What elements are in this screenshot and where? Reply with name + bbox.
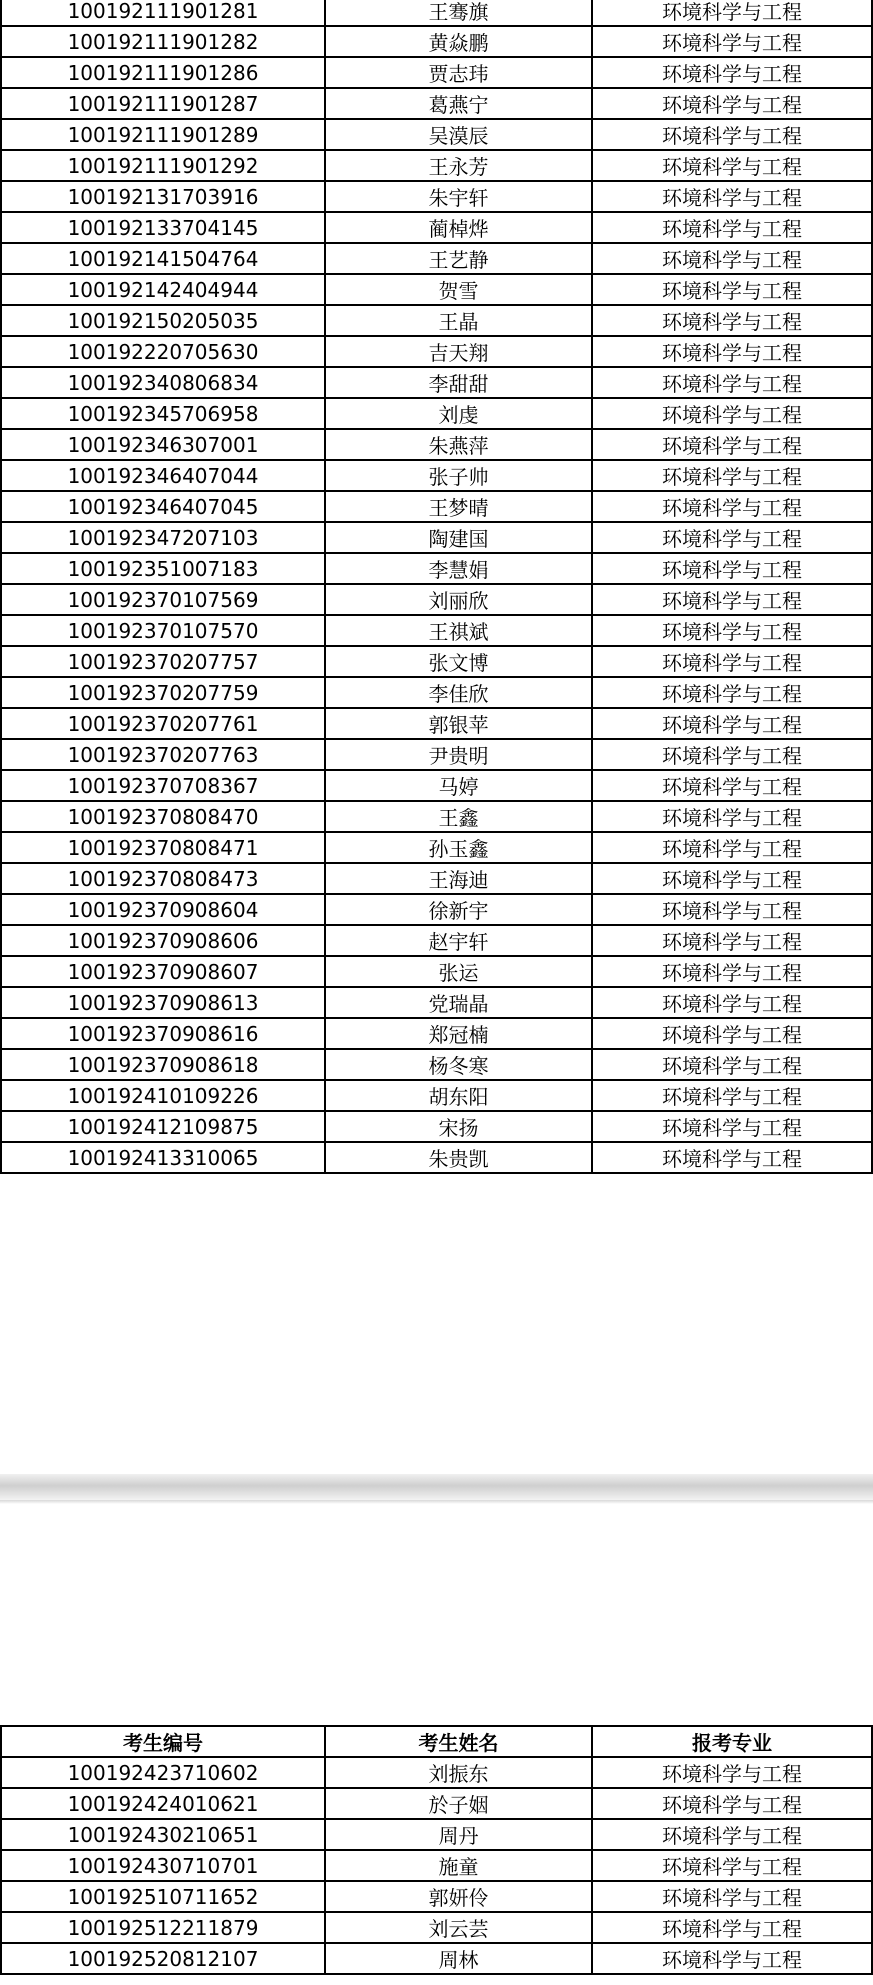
candidate-id-cell: 100192413310065 <box>1 1142 325 1173</box>
candidate-name-cell: 朱宇轩 <box>325 181 592 212</box>
candidate-id-cell: 100192370808470 <box>1 801 325 832</box>
candidate-id-cell: 100192370908613 <box>1 987 325 1018</box>
candidate-id-cell: 100192150205035 <box>1 305 325 336</box>
table-body <box>1 1757 872 1974</box>
candidate-id-cell: 100192141504764 <box>1 243 325 274</box>
table-header <box>1 1726 872 1757</box>
header-row <box>1 1726 872 1757</box>
candidate-id-cell: 100192351007183 <box>1 553 325 584</box>
candidate-id-cell: 100192424010621 <box>1 1788 325 1819</box>
table-row <box>1 367 872 398</box>
candidate-name-cell: 吉天翔 <box>325 336 592 367</box>
candidate-name-cell: 刘振东 <box>325 1757 592 1788</box>
candidate-id-cell: 100192412109875 <box>1 1111 325 1142</box>
candidate-name-cell: 黄焱鹏 <box>325 26 592 57</box>
table-row <box>1 553 872 584</box>
candidate-id-cell: 100192370207761 <box>1 708 325 739</box>
table-row <box>1 1881 872 1912</box>
candidate-id-cell: 100192340806834 <box>1 367 325 398</box>
major-cell: 环境科学与工程 <box>592 336 872 367</box>
major-cell: 环境科学与工程 <box>592 305 872 336</box>
candidate-name-cell: 周林 <box>325 1943 592 1974</box>
header-major: 报考专业 <box>592 1726 872 1757</box>
admission-table-page-2 <box>0 1725 873 1975</box>
table-row <box>1 1788 872 1819</box>
major-cell: 环境科学与工程 <box>592 1819 872 1850</box>
candidate-name-cell: 刘丽欣 <box>325 584 592 615</box>
table-row <box>1 460 872 491</box>
candidate-name-cell: 宋扬 <box>325 1111 592 1142</box>
table-row <box>1 770 872 801</box>
candidate-id-cell: 100192345706958 <box>1 398 325 429</box>
candidate-name-cell: 郑冠楠 <box>325 1018 592 1049</box>
table-body <box>1 0 872 1173</box>
table-row <box>1 88 872 119</box>
candidate-name-cell: 於子姻 <box>325 1788 592 1819</box>
candidate-name-cell: 刘虔 <box>325 398 592 429</box>
candidate-id-cell: 100192111901286 <box>1 57 325 88</box>
major-cell: 环境科学与工程 <box>592 770 872 801</box>
major-cell: 环境科学与工程 <box>592 1080 872 1111</box>
candidate-id-cell: 100192370908607 <box>1 956 325 987</box>
candidate-id-cell: 100192370107569 <box>1 584 325 615</box>
candidate-id-cell: 100192510711652 <box>1 1881 325 1912</box>
major-cell: 环境科学与工程 <box>592 0 872 26</box>
table-row <box>1 150 872 181</box>
candidate-name-cell: 李佳欣 <box>325 677 592 708</box>
table-row <box>1 1080 872 1111</box>
major-cell: 环境科学与工程 <box>592 1018 872 1049</box>
major-cell: 环境科学与工程 <box>592 1788 872 1819</box>
candidate-name-cell: 尹贵明 <box>325 739 592 770</box>
table-row <box>1 1142 872 1173</box>
candidate-id-cell: 100192370908604 <box>1 894 325 925</box>
major-cell: 环境科学与工程 <box>592 832 872 863</box>
header-candidate-name: 考生姓名 <box>325 1726 592 1757</box>
major-cell: 环境科学与工程 <box>592 398 872 429</box>
candidate-id-cell: 100192111901281 <box>1 0 325 26</box>
candidate-id-cell: 100192133704145 <box>1 212 325 243</box>
candidate-name-cell: 王晶 <box>325 305 592 336</box>
candidate-id-cell: 100192346407044 <box>1 460 325 491</box>
candidate-id-cell: 100192430210651 <box>1 1819 325 1850</box>
major-cell: 环境科学与工程 <box>592 987 872 1018</box>
major-cell: 环境科学与工程 <box>592 274 872 305</box>
table-row <box>1 522 872 553</box>
candidate-name-cell: 王永芳 <box>325 150 592 181</box>
candidate-name-cell: 吴漠辰 <box>325 119 592 150</box>
candidate-id-cell: 100192111901289 <box>1 119 325 150</box>
candidate-name-cell: 郭银苹 <box>325 708 592 739</box>
major-cell: 环境科学与工程 <box>592 181 872 212</box>
major-cell: 环境科学与工程 <box>592 460 872 491</box>
table-row <box>1 398 872 429</box>
candidate-id-cell: 100192142404944 <box>1 274 325 305</box>
major-cell: 环境科学与工程 <box>592 646 872 677</box>
major-cell: 环境科学与工程 <box>592 1881 872 1912</box>
major-cell: 环境科学与工程 <box>592 522 872 553</box>
major-cell: 环境科学与工程 <box>592 1943 872 1974</box>
candidate-name-cell: 朱贵凯 <box>325 1142 592 1173</box>
candidate-id-cell: 100192370207757 <box>1 646 325 677</box>
table-row <box>1 801 872 832</box>
candidate-name-cell: 徐新宇 <box>325 894 592 925</box>
candidate-name-cell: 李甜甜 <box>325 367 592 398</box>
candidate-id-cell: 100192111901282 <box>1 26 325 57</box>
candidate-name-cell: 张子帅 <box>325 460 592 491</box>
table-row <box>1 1757 872 1788</box>
major-cell: 环境科学与工程 <box>592 894 872 925</box>
major-cell: 环境科学与工程 <box>592 677 872 708</box>
table-row <box>1 584 872 615</box>
candidate-name-cell: 王海迪 <box>325 863 592 894</box>
candidate-name-cell: 王骞旗 <box>325 0 592 26</box>
major-cell: 环境科学与工程 <box>592 1142 872 1173</box>
table-row <box>1 1018 872 1049</box>
major-cell: 环境科学与工程 <box>592 26 872 57</box>
candidate-id-cell: 100192346407045 <box>1 491 325 522</box>
major-cell: 环境科学与工程 <box>592 553 872 584</box>
candidate-name-cell: 郭妍伶 <box>325 1881 592 1912</box>
table-row <box>1 57 872 88</box>
table-row <box>1 677 872 708</box>
candidate-name-cell: 党瑞晶 <box>325 987 592 1018</box>
major-cell: 环境科学与工程 <box>592 956 872 987</box>
major-cell: 环境科学与工程 <box>592 1912 872 1943</box>
major-cell: 环境科学与工程 <box>592 429 872 460</box>
candidate-id-cell: 100192423710602 <box>1 1757 325 1788</box>
major-cell: 环境科学与工程 <box>592 801 872 832</box>
candidate-name-cell: 李慧娟 <box>325 553 592 584</box>
candidate-id-cell: 100192370908606 <box>1 925 325 956</box>
candidate-id-cell: 100192370808473 <box>1 863 325 894</box>
table-row <box>1 336 872 367</box>
table-row <box>1 832 872 863</box>
candidate-name-cell: 陶建国 <box>325 522 592 553</box>
candidate-id-cell: 100192520812107 <box>1 1943 325 1974</box>
major-cell: 环境科学与工程 <box>592 367 872 398</box>
table-row <box>1 26 872 57</box>
candidate-name-cell: 张运 <box>325 956 592 987</box>
page-separator <box>0 1474 873 1500</box>
table-row <box>1 1049 872 1080</box>
candidate-name-cell: 张文博 <box>325 646 592 677</box>
table-row <box>1 925 872 956</box>
candidate-name-cell: 杨冬寒 <box>325 1049 592 1080</box>
candidate-id-cell: 100192370207759 <box>1 677 325 708</box>
table-row <box>1 646 872 677</box>
major-cell: 环境科学与工程 <box>592 1850 872 1881</box>
candidate-name-cell: 施童 <box>325 1850 592 1881</box>
candidate-id-cell: 100192370708367 <box>1 770 325 801</box>
table-row <box>1 1819 872 1850</box>
candidate-name-cell: 王艺静 <box>325 243 592 274</box>
page-separator-shadow <box>0 1500 873 1504</box>
candidate-name-cell: 周丹 <box>325 1819 592 1850</box>
candidate-name-cell: 蔺棹烨 <box>325 212 592 243</box>
major-cell: 环境科学与工程 <box>592 739 872 770</box>
candidate-id-cell: 100192370207763 <box>1 739 325 770</box>
table-row <box>1 0 872 26</box>
header-candidate-id: 考生编号 <box>1 1726 325 1757</box>
table-row <box>1 894 872 925</box>
candidate-id-cell: 100192430710701 <box>1 1850 325 1881</box>
candidate-id-cell: 100192220705630 <box>1 336 325 367</box>
candidate-name-cell: 葛燕宁 <box>325 88 592 119</box>
table-row <box>1 274 872 305</box>
candidate-id-cell: 100192131703916 <box>1 181 325 212</box>
candidate-id-cell: 100192370908616 <box>1 1018 325 1049</box>
table-row <box>1 181 872 212</box>
table-row <box>1 429 872 460</box>
candidate-id-cell: 100192347207103 <box>1 522 325 553</box>
candidate-name-cell: 刘云芸 <box>325 1912 592 1943</box>
table-row <box>1 987 872 1018</box>
candidate-id-cell: 100192346307001 <box>1 429 325 460</box>
candidate-name-cell: 马婷 <box>325 770 592 801</box>
major-cell: 环境科学与工程 <box>592 708 872 739</box>
table-row <box>1 863 872 894</box>
table-row <box>1 1111 872 1142</box>
candidate-name-cell: 孙玉鑫 <box>325 832 592 863</box>
candidate-id-cell: 100192370808471 <box>1 832 325 863</box>
major-cell: 环境科学与工程 <box>592 243 872 274</box>
table-row <box>1 119 872 150</box>
table-row <box>1 615 872 646</box>
major-cell: 环境科学与工程 <box>592 119 872 150</box>
candidate-id-cell: 100192370908618 <box>1 1049 325 1080</box>
major-cell: 环境科学与工程 <box>592 491 872 522</box>
candidate-id-cell: 100192370107570 <box>1 615 325 646</box>
major-cell: 环境科学与工程 <box>592 88 872 119</box>
major-cell: 环境科学与工程 <box>592 57 872 88</box>
table-row <box>1 708 872 739</box>
table-row <box>1 1912 872 1943</box>
candidate-id-cell: 100192111901287 <box>1 88 325 119</box>
major-cell: 环境科学与工程 <box>592 615 872 646</box>
table-row <box>1 739 872 770</box>
table-row <box>1 305 872 336</box>
major-cell: 环境科学与工程 <box>592 1111 872 1142</box>
candidate-name-cell: 王祺斌 <box>325 615 592 646</box>
candidate-id-cell: 100192512211879 <box>1 1912 325 1943</box>
candidate-name-cell: 贺雪 <box>325 274 592 305</box>
candidate-name-cell: 朱燕萍 <box>325 429 592 460</box>
table-row <box>1 956 872 987</box>
table-row <box>1 1943 872 1974</box>
major-cell: 环境科学与工程 <box>592 925 872 956</box>
major-cell: 环境科学与工程 <box>592 584 872 615</box>
major-cell: 环境科学与工程 <box>592 212 872 243</box>
table-row <box>1 212 872 243</box>
candidate-id-cell: 100192111901292 <box>1 150 325 181</box>
major-cell: 环境科学与工程 <box>592 150 872 181</box>
table-row <box>1 243 872 274</box>
candidate-id-cell: 100192410109226 <box>1 1080 325 1111</box>
candidate-name-cell: 赵宇轩 <box>325 925 592 956</box>
candidate-name-cell: 贾志玮 <box>325 57 592 88</box>
candidate-name-cell: 胡东阳 <box>325 1080 592 1111</box>
candidate-name-cell: 王梦晴 <box>325 491 592 522</box>
major-cell: 环境科学与工程 <box>592 1757 872 1788</box>
major-cell: 环境科学与工程 <box>592 1049 872 1080</box>
candidate-name-cell: 王鑫 <box>325 801 592 832</box>
table-row <box>1 491 872 522</box>
table-row <box>1 1850 872 1881</box>
major-cell: 环境科学与工程 <box>592 863 872 894</box>
